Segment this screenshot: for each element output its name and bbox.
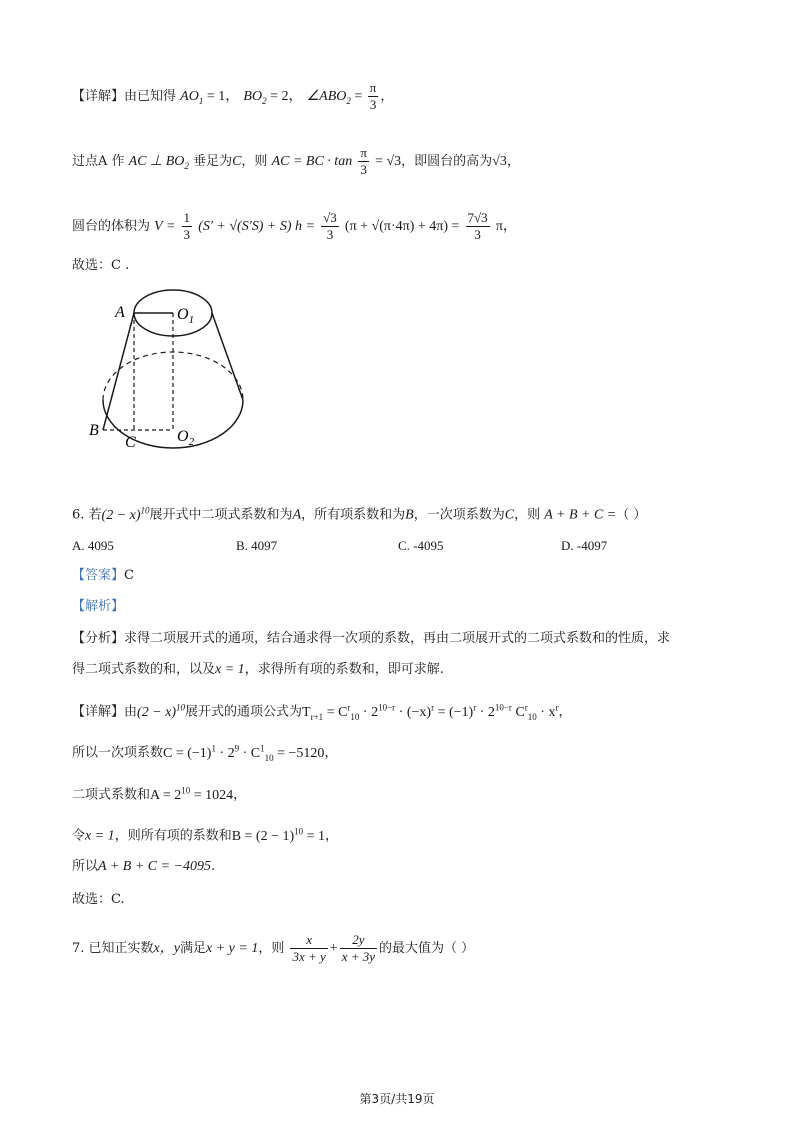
frac-sqrt3-3: $\frac{√3}{3}$ <box>323 210 337 242</box>
plus: + <box>329 941 338 956</box>
x-eq-1: x = 1 <box>85 828 115 844</box>
text: 所以 <box>72 859 99 874</box>
eq: = <box>350 89 366 104</box>
answer-value: C <box>124 568 134 583</box>
angle-abo2: $\angle ABO_2$ <box>306 89 351 106</box>
detail-tag: 【详解】 <box>72 89 125 104</box>
text: 令 <box>72 828 86 844</box>
frac-1-3: $\frac{1}{3}$ <box>183 210 191 242</box>
answer-line <box>72 566 134 586</box>
ao1-value: = 1， <box>203 89 240 104</box>
answer-tag: 【答案】 <box>72 568 125 583</box>
sum-expr: A + B + C = <box>544 507 617 523</box>
option-b: B. 4097 <box>236 538 278 553</box>
left-generatrix <box>103 313 134 430</box>
b-expr: $B = (2 - 1)^{10} = 1$ <box>231 826 326 844</box>
detail-line-3 <box>72 210 517 243</box>
text: 圆台的体积为 <box>72 219 151 234</box>
line-coef-c <box>72 738 337 767</box>
question-7 <box>72 932 474 965</box>
label-o2: $O_2$ <box>177 428 195 448</box>
general-term: $T_{r+1} = C^r_{10} \cdot 2^{10-r} \cdot (-x)^r = (-1)^r \cdot 2^{10-r}$ $C^r_{10} \cdot x^r$ <box>302 702 559 722</box>
height-value: √3 <box>492 154 507 169</box>
var-b: B <box>405 507 414 523</box>
expr: $(2 - x)^{10}$ <box>137 702 186 720</box>
frustum-figure <box>85 285 265 485</box>
punct: ， <box>506 154 520 169</box>
q6-num: 6. 若 <box>72 507 102 523</box>
text: 过点A 作 <box>72 154 125 169</box>
condition: x + y = 1 <box>206 941 259 956</box>
bo2-value: = 2， <box>266 89 303 104</box>
fenxi-line-1 <box>72 629 670 649</box>
punct: ， <box>324 745 338 761</box>
x-eq-1: x = 1 <box>215 662 245 677</box>
point-c: C <box>232 154 242 169</box>
analysis-tag: 【解析】 <box>72 599 125 614</box>
option-d: D. -4097 <box>561 538 608 553</box>
text: ，即圆台的高为 <box>401 154 493 169</box>
detail-q6 <box>72 697 571 726</box>
q6-expr: $(2 - x)^{10}$ <box>101 505 150 523</box>
choose-line-1: 故选：C . <box>72 258 130 273</box>
punct: ， <box>558 704 572 720</box>
volume-calc: (π + √(π·4π) + 4π) = <box>344 219 460 234</box>
punct: ， <box>233 787 247 803</box>
text: 得二项式系数的和，以及 <box>72 662 216 677</box>
a-expr: $A = 2^{10} = 1024$ <box>150 785 234 803</box>
label-b: B <box>89 422 99 439</box>
punct: . <box>211 859 216 874</box>
label-c: C <box>125 434 136 451</box>
bo2: $BO_2$ <box>243 89 267 106</box>
perp-expr: AC ⊥ $BO_2$ <box>128 154 189 171</box>
fenxi-tag: 【分析】 <box>72 631 125 646</box>
frac-x: $\frac{x}{3x + y}$ <box>292 932 326 964</box>
text: ，一次项系数为 <box>413 507 505 523</box>
pi: π， <box>495 219 517 234</box>
text: ，求得所有项的系数和，即可求解. <box>244 662 444 677</box>
text: ，则所有项的系数和 <box>114 828 232 844</box>
text: 由 <box>124 704 138 720</box>
label-o1: $O_1$ <box>177 306 195 326</box>
var-c: C <box>504 507 515 523</box>
ao1: $AO_1$ <box>180 89 204 106</box>
frac-7sqrt3-3: $\frac{7√3}{3}$ <box>467 210 488 242</box>
fenxi-line-2 <box>72 660 444 680</box>
option-c: C. -4095 <box>398 538 444 553</box>
right-generatrix <box>212 313 243 400</box>
ac-eq: AC = BC · tan <box>271 154 353 169</box>
v-eq: V = <box>154 219 176 234</box>
punct: ， <box>380 89 394 104</box>
label-a: A <box>115 304 125 321</box>
var-a: A <box>292 507 302 523</box>
text: 由已知得 <box>124 89 177 104</box>
line-coef-b <box>72 821 338 847</box>
detail-line-1 <box>72 80 393 113</box>
line-coef-a <box>72 780 246 806</box>
text: 满足 <box>179 941 206 956</box>
pi-over-3: $\frac{\pi}{3}$ <box>360 145 367 177</box>
pi-over-3: $\frac{\pi}{3}$ <box>369 80 377 112</box>
text: ，则 <box>241 154 268 169</box>
text: ，则 <box>258 941 285 956</box>
punct: ， <box>325 828 339 844</box>
text: 7. 已知正实数 <box>72 941 154 956</box>
text: 求得二项展开式的通项，结合通求得一次项的系数，再由二项展开式的二项式系数和的性质，求 <box>124 631 671 646</box>
frac-2y: $\frac{2y}{x + 3y}$ <box>341 932 376 964</box>
answer-paren: （ ） <box>616 507 647 523</box>
option-a: A. 4095 <box>72 538 114 553</box>
text: 的最大值为（ ） <box>379 941 475 956</box>
line-sum <box>72 857 215 877</box>
choose-line-2: 故选：C. <box>72 892 125 907</box>
text: ，则 <box>514 507 541 523</box>
text: 展开式的通项公式为 <box>185 704 303 720</box>
vars: x，y <box>153 941 180 956</box>
text: 所以一次项系数 <box>72 745 164 761</box>
text: ，所有项系数和为 <box>301 507 406 523</box>
detail-tag: 【详解】 <box>72 704 125 720</box>
detail-line-2 <box>72 145 520 178</box>
sqrt3: = √3 <box>375 154 402 169</box>
sum-expr: A + B + C = −4095 <box>98 859 211 874</box>
text: 垂足为 <box>193 154 233 169</box>
text: 展开式中二项式系数和为 <box>149 507 293 523</box>
page-footer: 第3页/共19页 <box>359 1092 435 1106</box>
text: 二项式系数和 <box>72 787 151 803</box>
c-expr: $C = (-1)^1 \cdot 2^9 \cdot C^1_{10} = -5120$ <box>163 743 325 763</box>
volume-formula: (S′ + √(S′S) + S) h = <box>198 219 315 234</box>
question-6 <box>72 500 646 526</box>
